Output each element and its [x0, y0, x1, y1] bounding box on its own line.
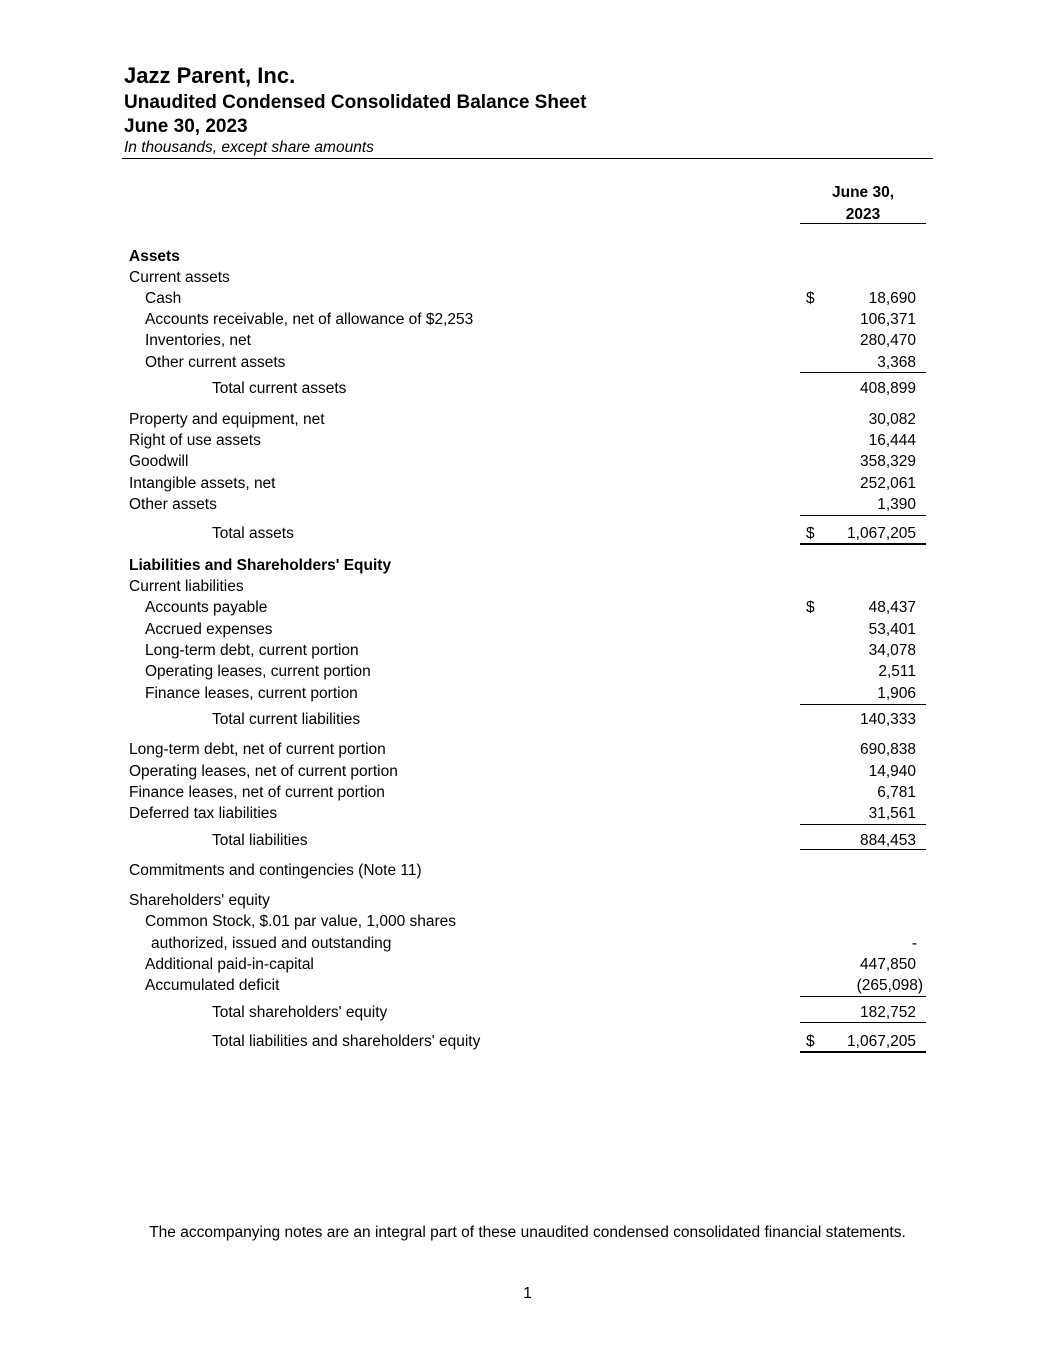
row-label: Operating leases, net of current portion — [129, 763, 398, 780]
row-label: Current assets — [129, 269, 230, 286]
column-header-line1: June 30, — [831, 184, 895, 201]
row-total-current-liabilities — [0, 709, 1055, 730]
row-label: Finance leases, current portion — [145, 685, 358, 702]
row-right-of-use — [0, 430, 1055, 451]
row-value: 1,067,205 — [847, 1033, 916, 1050]
row-value: 3,368 — [877, 354, 916, 371]
row-value: 30,082 — [868, 411, 916, 428]
company-name: Jazz Parent, Inc. — [124, 63, 296, 88]
section-heading-liabilities — [0, 555, 1055, 576]
row-total-current-assets — [0, 378, 1055, 399]
row-label: Accounts receivable, net of allowance of $2,253 — [145, 311, 474, 328]
row-label: Liabilities and Shareholders' Equity — [129, 557, 392, 574]
row-label: authorized, issued and outstanding — [151, 935, 392, 952]
row-value: 53,401 — [868, 621, 916, 638]
row-label: Right of use assets — [129, 432, 261, 449]
row-cash — [0, 288, 1055, 309]
row-label: Accrued expenses — [145, 621, 273, 638]
row-label: Total shareholders' equity — [212, 1004, 388, 1021]
subtotal-rule — [800, 704, 926, 705]
column-header-line2: 2023 — [845, 206, 881, 223]
footer-note: The accompanying notes are an integral part of these unaudited condensed consolidated financial statements. — [149, 1224, 906, 1241]
row-label: Total liabilities — [212, 832, 308, 849]
row-value: 280,470 — [859, 332, 916, 349]
row-label: Accumulated deficit — [145, 977, 280, 994]
total-rule — [800, 1051, 926, 1053]
row-label: Other assets — [129, 496, 217, 513]
row-ltd-current — [0, 640, 1055, 661]
subheading-current-assets — [0, 267, 1055, 288]
row-other-assets — [0, 494, 1055, 515]
subheading-shareholders-equity — [0, 890, 1055, 911]
row-value: 106,371 — [859, 311, 916, 328]
subtotal-rule — [800, 849, 926, 850]
row-commitments — [0, 860, 1055, 881]
row-intangible-assets — [0, 473, 1055, 494]
row-label: Total current assets — [212, 380, 347, 397]
currency-symbol: $ — [806, 525, 815, 542]
row-deferred-tax — [0, 803, 1055, 824]
currency-symbol: $ — [806, 290, 815, 307]
row-label: Total assets — [212, 525, 294, 542]
row-value: 1,390 — [877, 496, 916, 513]
row-label: Additional paid-in-capital — [145, 956, 314, 973]
subtotal-rule — [800, 824, 926, 825]
units-note: In thousands, except share amounts — [124, 139, 374, 156]
row-label: Assets — [129, 248, 180, 265]
row-accumulated-deficit — [0, 975, 1055, 996]
row-label: Long-term debt, current portion — [145, 642, 359, 659]
row-value: (265,098) — [856, 977, 923, 994]
row-total-assets — [0, 523, 1055, 544]
row-accounts-payable — [0, 597, 1055, 618]
currency-symbol: $ — [806, 599, 815, 616]
row-value: 447,850 — [859, 956, 916, 973]
row-value: 358,329 — [859, 453, 916, 470]
row-label: Inventories, net — [145, 332, 251, 349]
statement-date: June 30, 2023 — [124, 116, 248, 137]
row-value: 16,444 — [868, 432, 916, 449]
row-label: Total liabilities and shareholders' equity — [212, 1033, 481, 1050]
row-value: 408,899 — [859, 380, 916, 397]
subtotal-rule — [800, 1022, 926, 1023]
header-divider — [122, 158, 933, 159]
row-value: 252,061 — [859, 475, 916, 492]
row-other-current-assets — [0, 352, 1055, 373]
row-label: Finance leases, net of current portion — [129, 784, 385, 801]
row-ltd-noncurrent — [0, 739, 1055, 760]
row-goodwill — [0, 451, 1055, 472]
row-inventories — [0, 330, 1055, 351]
row-label: Goodwill — [129, 453, 189, 470]
row-accrued-expenses — [0, 619, 1055, 640]
row-value: 48,437 — [868, 599, 916, 616]
row-label: Commitments and contingencies (Note 11) — [129, 862, 422, 879]
row-accounts-receivable — [0, 309, 1055, 330]
row-label: Total current liabilities — [212, 711, 361, 728]
row-common-stock-line2 — [0, 933, 1055, 954]
row-value: 182,752 — [859, 1004, 916, 1021]
row-label: Long-term debt, net of current portion — [129, 741, 386, 758]
subtotal-rule — [800, 515, 926, 516]
row-property-equipment — [0, 409, 1055, 430]
subheading-current-liabilities — [0, 576, 1055, 597]
row-value: 884,453 — [859, 832, 916, 849]
subtotal-rule — [800, 996, 926, 997]
row-label: Cash — [145, 290, 182, 307]
page-number: 1 — [523, 1285, 532, 1302]
row-op-leases-current — [0, 661, 1055, 682]
row-value: 1,067,205 — [847, 525, 916, 542]
row-value: 6,781 — [877, 784, 916, 801]
statement-title: Unaudited Condensed Consolidated Balance Sheet — [124, 92, 587, 113]
row-value: 18,690 — [868, 290, 916, 307]
row-apic — [0, 954, 1055, 975]
row-value: 690,838 — [859, 741, 916, 758]
subtotal-rule — [800, 372, 926, 373]
row-label: Property and equipment, net — [129, 411, 325, 428]
row-label: Operating leases, current portion — [145, 663, 371, 680]
row-value: 34,078 — [868, 642, 916, 659]
currency-symbol: $ — [806, 1033, 815, 1050]
row-value: - — [911, 935, 917, 952]
row-label: Intangible assets, net — [129, 475, 276, 492]
row-label: Shareholders' equity — [129, 892, 270, 909]
row-value: 31,561 — [868, 805, 916, 822]
row-total-liabilities — [0, 830, 1055, 851]
row-label: Accounts payable — [145, 599, 268, 616]
row-fin-leases-noncurrent — [0, 782, 1055, 803]
row-value: 2,511 — [878, 663, 916, 680]
row-label: Current liabilities — [129, 578, 244, 595]
row-value: 140,333 — [859, 711, 916, 728]
row-label: Other current assets — [145, 354, 286, 371]
row-total-liabilities-equity — [0, 1031, 1055, 1052]
section-heading-assets — [0, 246, 1055, 267]
row-label: Common Stock, $.01 par value, 1,000 shares — [145, 913, 457, 930]
row-value: 1,906 — [877, 685, 916, 702]
row-op-leases-noncurrent — [0, 761, 1055, 782]
column-header-underline — [800, 223, 926, 224]
row-label: Deferred tax liabilities — [129, 805, 278, 822]
row-common-stock-line1 — [0, 911, 1055, 932]
row-fin-leases-current — [0, 683, 1055, 704]
total-rule — [800, 543, 926, 545]
row-value: 14,940 — [868, 763, 916, 780]
row-total-equity — [0, 1002, 1055, 1023]
